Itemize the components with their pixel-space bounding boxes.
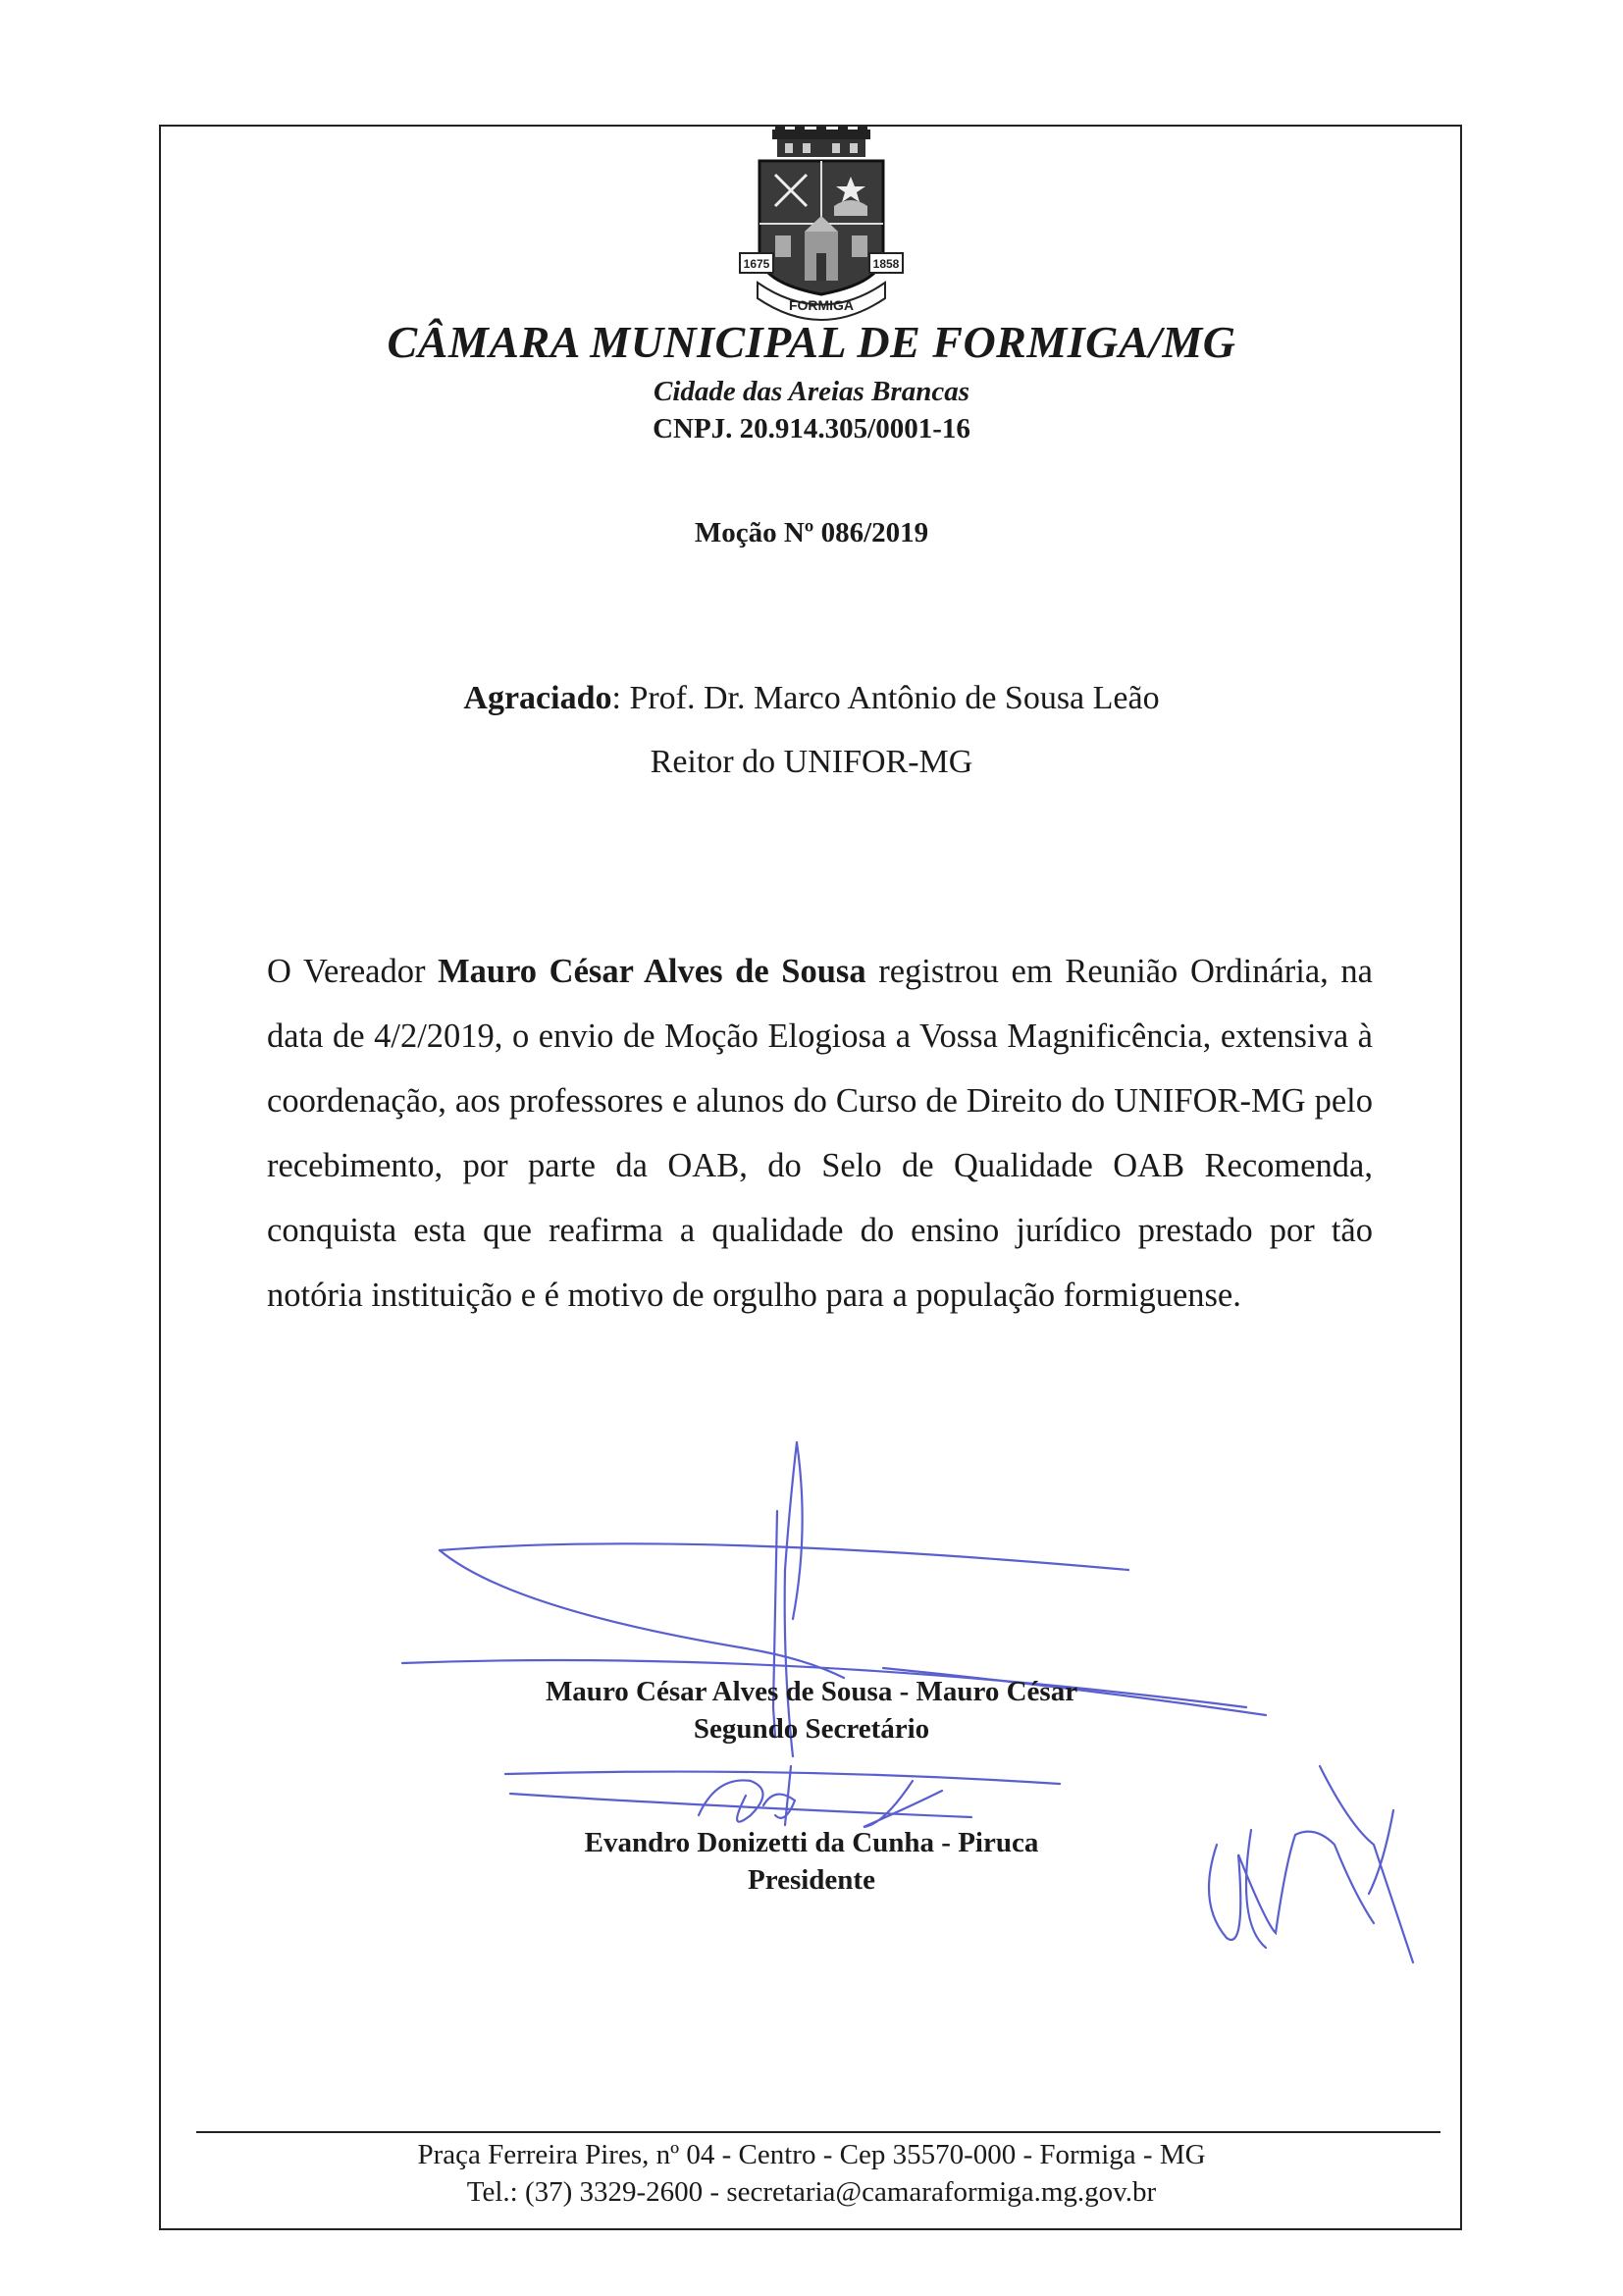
motion-number: Moção Nº 086/2019 [694, 517, 929, 548]
honoree-separator: : [611, 680, 621, 716]
municipal-crest-icon [738, 126, 905, 322]
crest-banner-text: FORMIGA [788, 297, 855, 313]
institution-title: CÂMARA MUNICIPAL DE FORMIGA/MG [387, 317, 1236, 367]
body-councilor: Mauro César Alves de Sousa [438, 953, 866, 990]
signatory-2-name: Evandro Donizetti da Cunha - Piruca [584, 1827, 1039, 1858]
body-intro: O Vereador [267, 953, 439, 990]
footer-address: Praça Ferreira Pires, nº 04 - Centro - Cep 35570-000 - Formiga - MG [417, 2139, 1206, 2170]
footer-divider [196, 2131, 1440, 2133]
crest-year-right: 1858 [872, 257, 900, 271]
honoree-title: Reitor do UNIFOR-MG [650, 744, 973, 780]
crest-year-left: 1675 [743, 257, 770, 271]
honoree-label: Agraciado [463, 680, 612, 716]
honoree-line [0, 680, 1623, 717]
body-text: registrou em Reunião Ordinária, na data de 4/2/2019, o envio de Moção Elogiosa a Vossa Magnificência, extensiva à coordenação, aos professores e alunos do Curso de Direito do UNIFOR-MG pelo recebimento, por parte da OAB, do Selo de Qualidade OAB Recomenda, conquista esta que reafirma a qualidade do ensino jurídico prestado por tão notória instituição e é motivo de orgulho para a população formiguense. [267, 953, 1373, 1314]
motion-body [267, 939, 1373, 1328]
signatory-1-name: Mauro César Alves de Sousa - Mauro César [545, 1676, 1078, 1707]
footer-contact: Tel.: (37) 3329-2600 - secretaria@camaraformiga.mg.gov.br [466, 2176, 1157, 2208]
institution-tagline: Cidade das Areias Brancas [654, 376, 969, 407]
signatory-1-role: Segundo Secretário [693, 1713, 930, 1745]
honoree-name: Prof. Dr. Marco Antônio de Sousa Leão [620, 680, 1160, 716]
signatory-2-role: Presidente [748, 1864, 875, 1896]
institution-cnpj: CNPJ. 20.914.305/0001-16 [653, 413, 970, 444]
